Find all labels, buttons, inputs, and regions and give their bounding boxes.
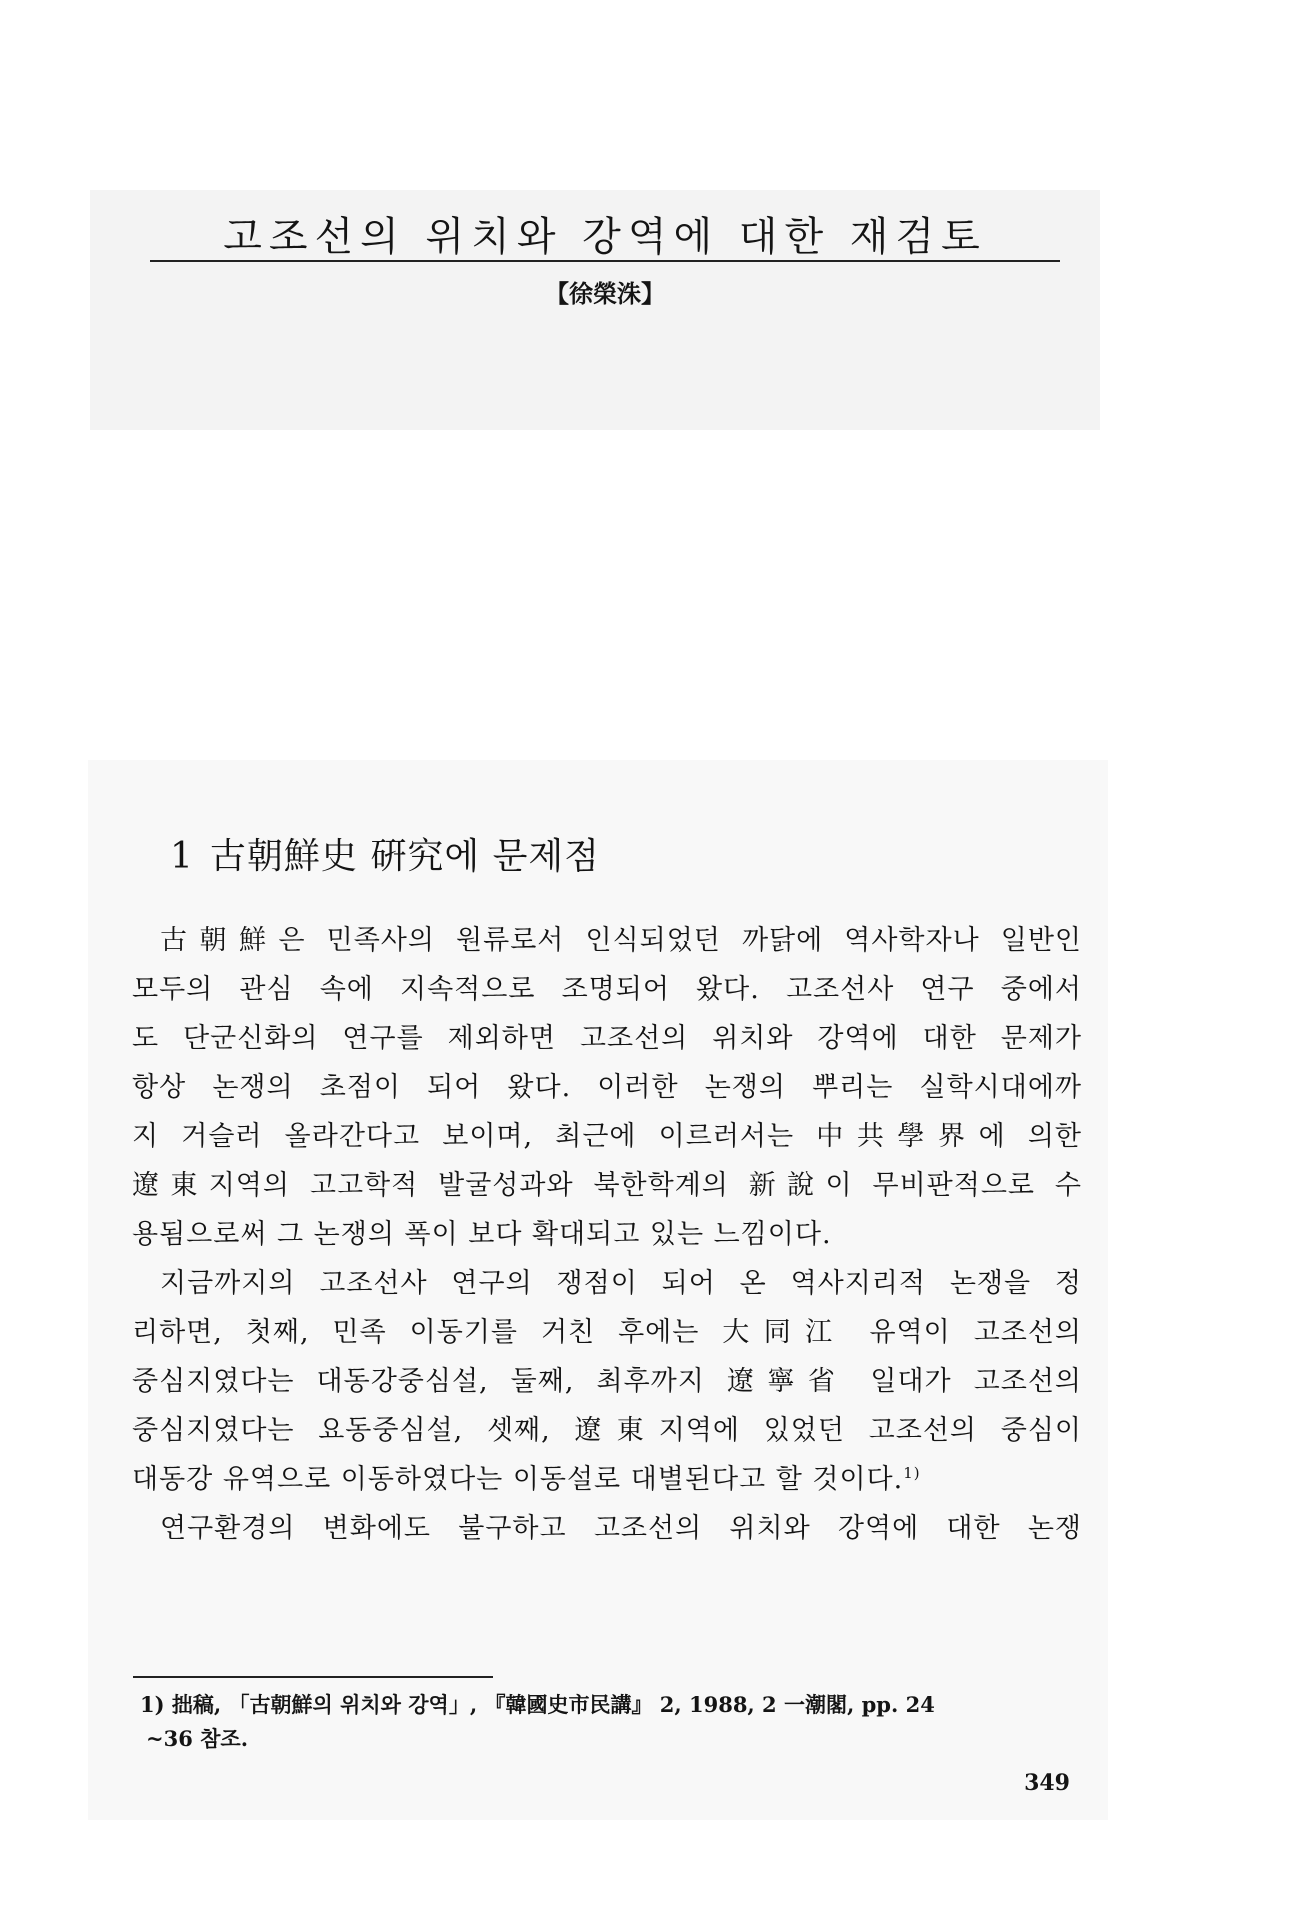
page-number: 349 — [1024, 1770, 1070, 1796]
footnote-line: 1) 拙稿, 「古朝鮮의 위치와 강역」, 『韓國史市民講』 2, 1988, 2 一潮閣, pp. 24 — [140, 1692, 935, 1717]
section-title: 古朝鮮史 硏究에 문제점 — [209, 836, 600, 877]
body-text — [132, 916, 1082, 1553]
title-rule — [150, 260, 1060, 262]
footnote-reference[interactable]: 1) — [903, 1464, 921, 1482]
text-line: 지금까지의 고조선사 연구의 쟁점이 되어 온 역사지리적 논쟁을 정 — [160, 1268, 1082, 1299]
text-line: 古朝鮮은 민족사의 원류로서 인식되었던 까닭에 역사학자나 일반인 — [160, 925, 1082, 956]
section-heading — [170, 828, 600, 879]
text-line: 항상 논쟁의 초점이 되어 왔다. 이러한 논쟁의 뿌리는 실학시대에까 — [132, 1072, 1082, 1103]
author-name: 【徐榮洙】 — [545, 279, 665, 308]
footnote-rule — [133, 1676, 493, 1678]
text-line — [132, 1455, 1082, 1504]
text-line: 리하면, 첫째, 민족 이동기를 거친 후에는 大同江 유역이 고조선의 — [132, 1317, 1082, 1348]
footnote — [140, 1688, 1070, 1756]
text-line-content: 대동강 유역으로 이동하였다는 이동설로 대별된다고 할 것이다. — [132, 1464, 904, 1495]
text-line: 모두의 관심 속에 지속적으로 조명되어 왔다. 고조선사 연구 중에서 — [132, 974, 1082, 1005]
text-line: 용됨으로써 그 논쟁의 폭이 보다 확대되고 있는 느낌이다. — [132, 1219, 832, 1250]
footnote-line: ~36 참조. — [146, 1726, 249, 1751]
text-line: 중심지였다는 요동중심설, 셋째, 遼東지역에 있었던 고조선의 중심이 — [132, 1415, 1082, 1446]
section-number: 1 — [170, 836, 194, 877]
text-line: 遼東지역의 고고학적 발굴성과와 북한학계의 新說이 무비판적으로 수 — [132, 1170, 1082, 1201]
text-line: 연구환경의 변화에도 불구하고 고조선의 위치와 강역에 대한 논쟁 — [160, 1513, 1082, 1544]
text-line: 도 단군신화의 연구를 제외하면 고조선의 위치와 강역에 대한 문제가 — [132, 1023, 1082, 1054]
text-line: 지 거슬러 올라간다고 보이며, 최근에 이르러서는 中共學界에 의한 — [132, 1121, 1082, 1152]
text-line: 중심지였다는 대동강중심설, 둘째, 최후까지 遼寧省 일대가 고조선의 — [132, 1366, 1082, 1397]
article-title: 고조선의 위치와 강역에 대한 재검토 — [223, 214, 987, 260]
